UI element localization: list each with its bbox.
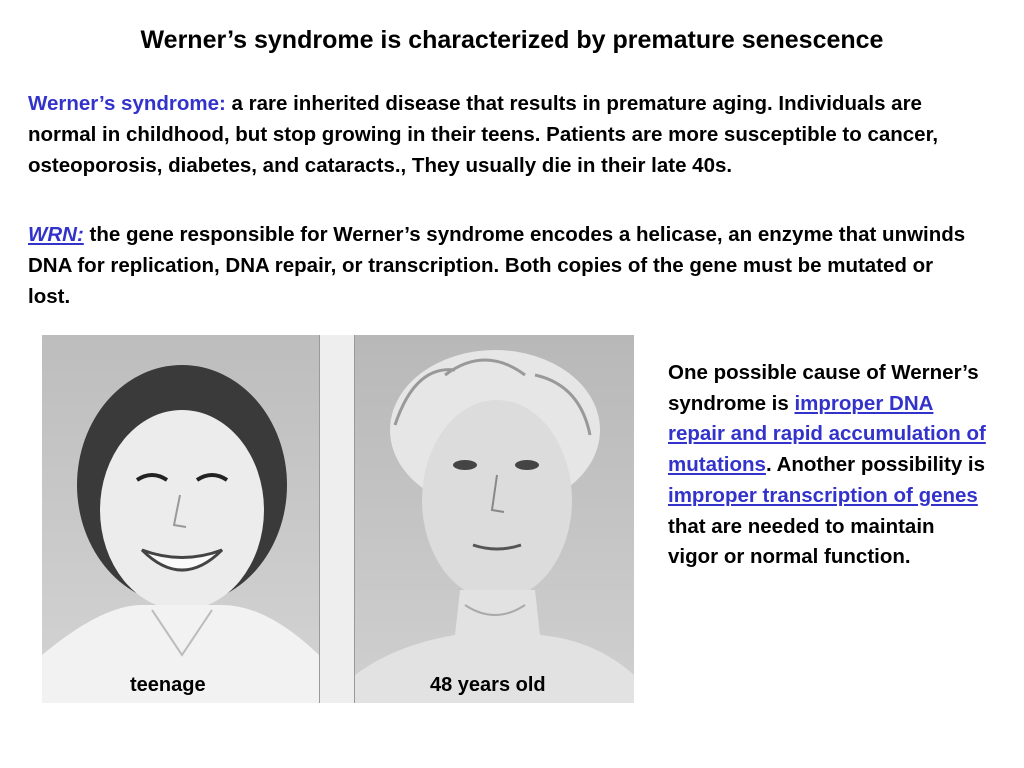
elderly-photo <box>355 335 634 703</box>
elderly-caption: 48 years old <box>430 674 546 696</box>
cause-text-2: . Another possibility is <box>765 453 986 477</box>
wrn-term: WRN: <box>28 223 84 246</box>
werner-term: Werner’s syndrome: <box>28 92 226 115</box>
photo-divider <box>319 335 355 703</box>
werner-definition-text: a rare inherited disease that results in premature aging. Individuals are normal in childhood, but stop growing in their teens. Patients are more susceptible to cancer, osteoporosis, diabetes, and cataracts., They usually die in their late 40s. <box>28 92 939 177</box>
slide-title: Werner’s syndrome is characterized by premature senescence <box>140 26 884 54</box>
dna-repair-link[interactable]: improper DNA repair and rapid accumulation of mutations <box>668 391 986 477</box>
transcription-link[interactable]: improper transcription of genes <box>668 483 978 507</box>
cause-text-1: One possible cause of Werner’s syndrome is <box>668 361 979 415</box>
werner-definition <box>28 88 978 181</box>
cause-explanation <box>668 358 988 573</box>
cause-text-3: that are needed to maintain vigor or normal function. <box>668 514 935 569</box>
teenage-photo <box>42 335 319 703</box>
wrn-definition <box>28 219 978 312</box>
wrn-definition-text: the gene responsible for Werner’s syndrome encodes a helicase, an enzyme that unwinds DNA for replication, DNA repair, or transcription. Both copies of the gene must be mutated or lost. <box>28 223 966 308</box>
comparison-photos <box>42 335 634 703</box>
teenage-caption: teenage <box>130 674 206 696</box>
